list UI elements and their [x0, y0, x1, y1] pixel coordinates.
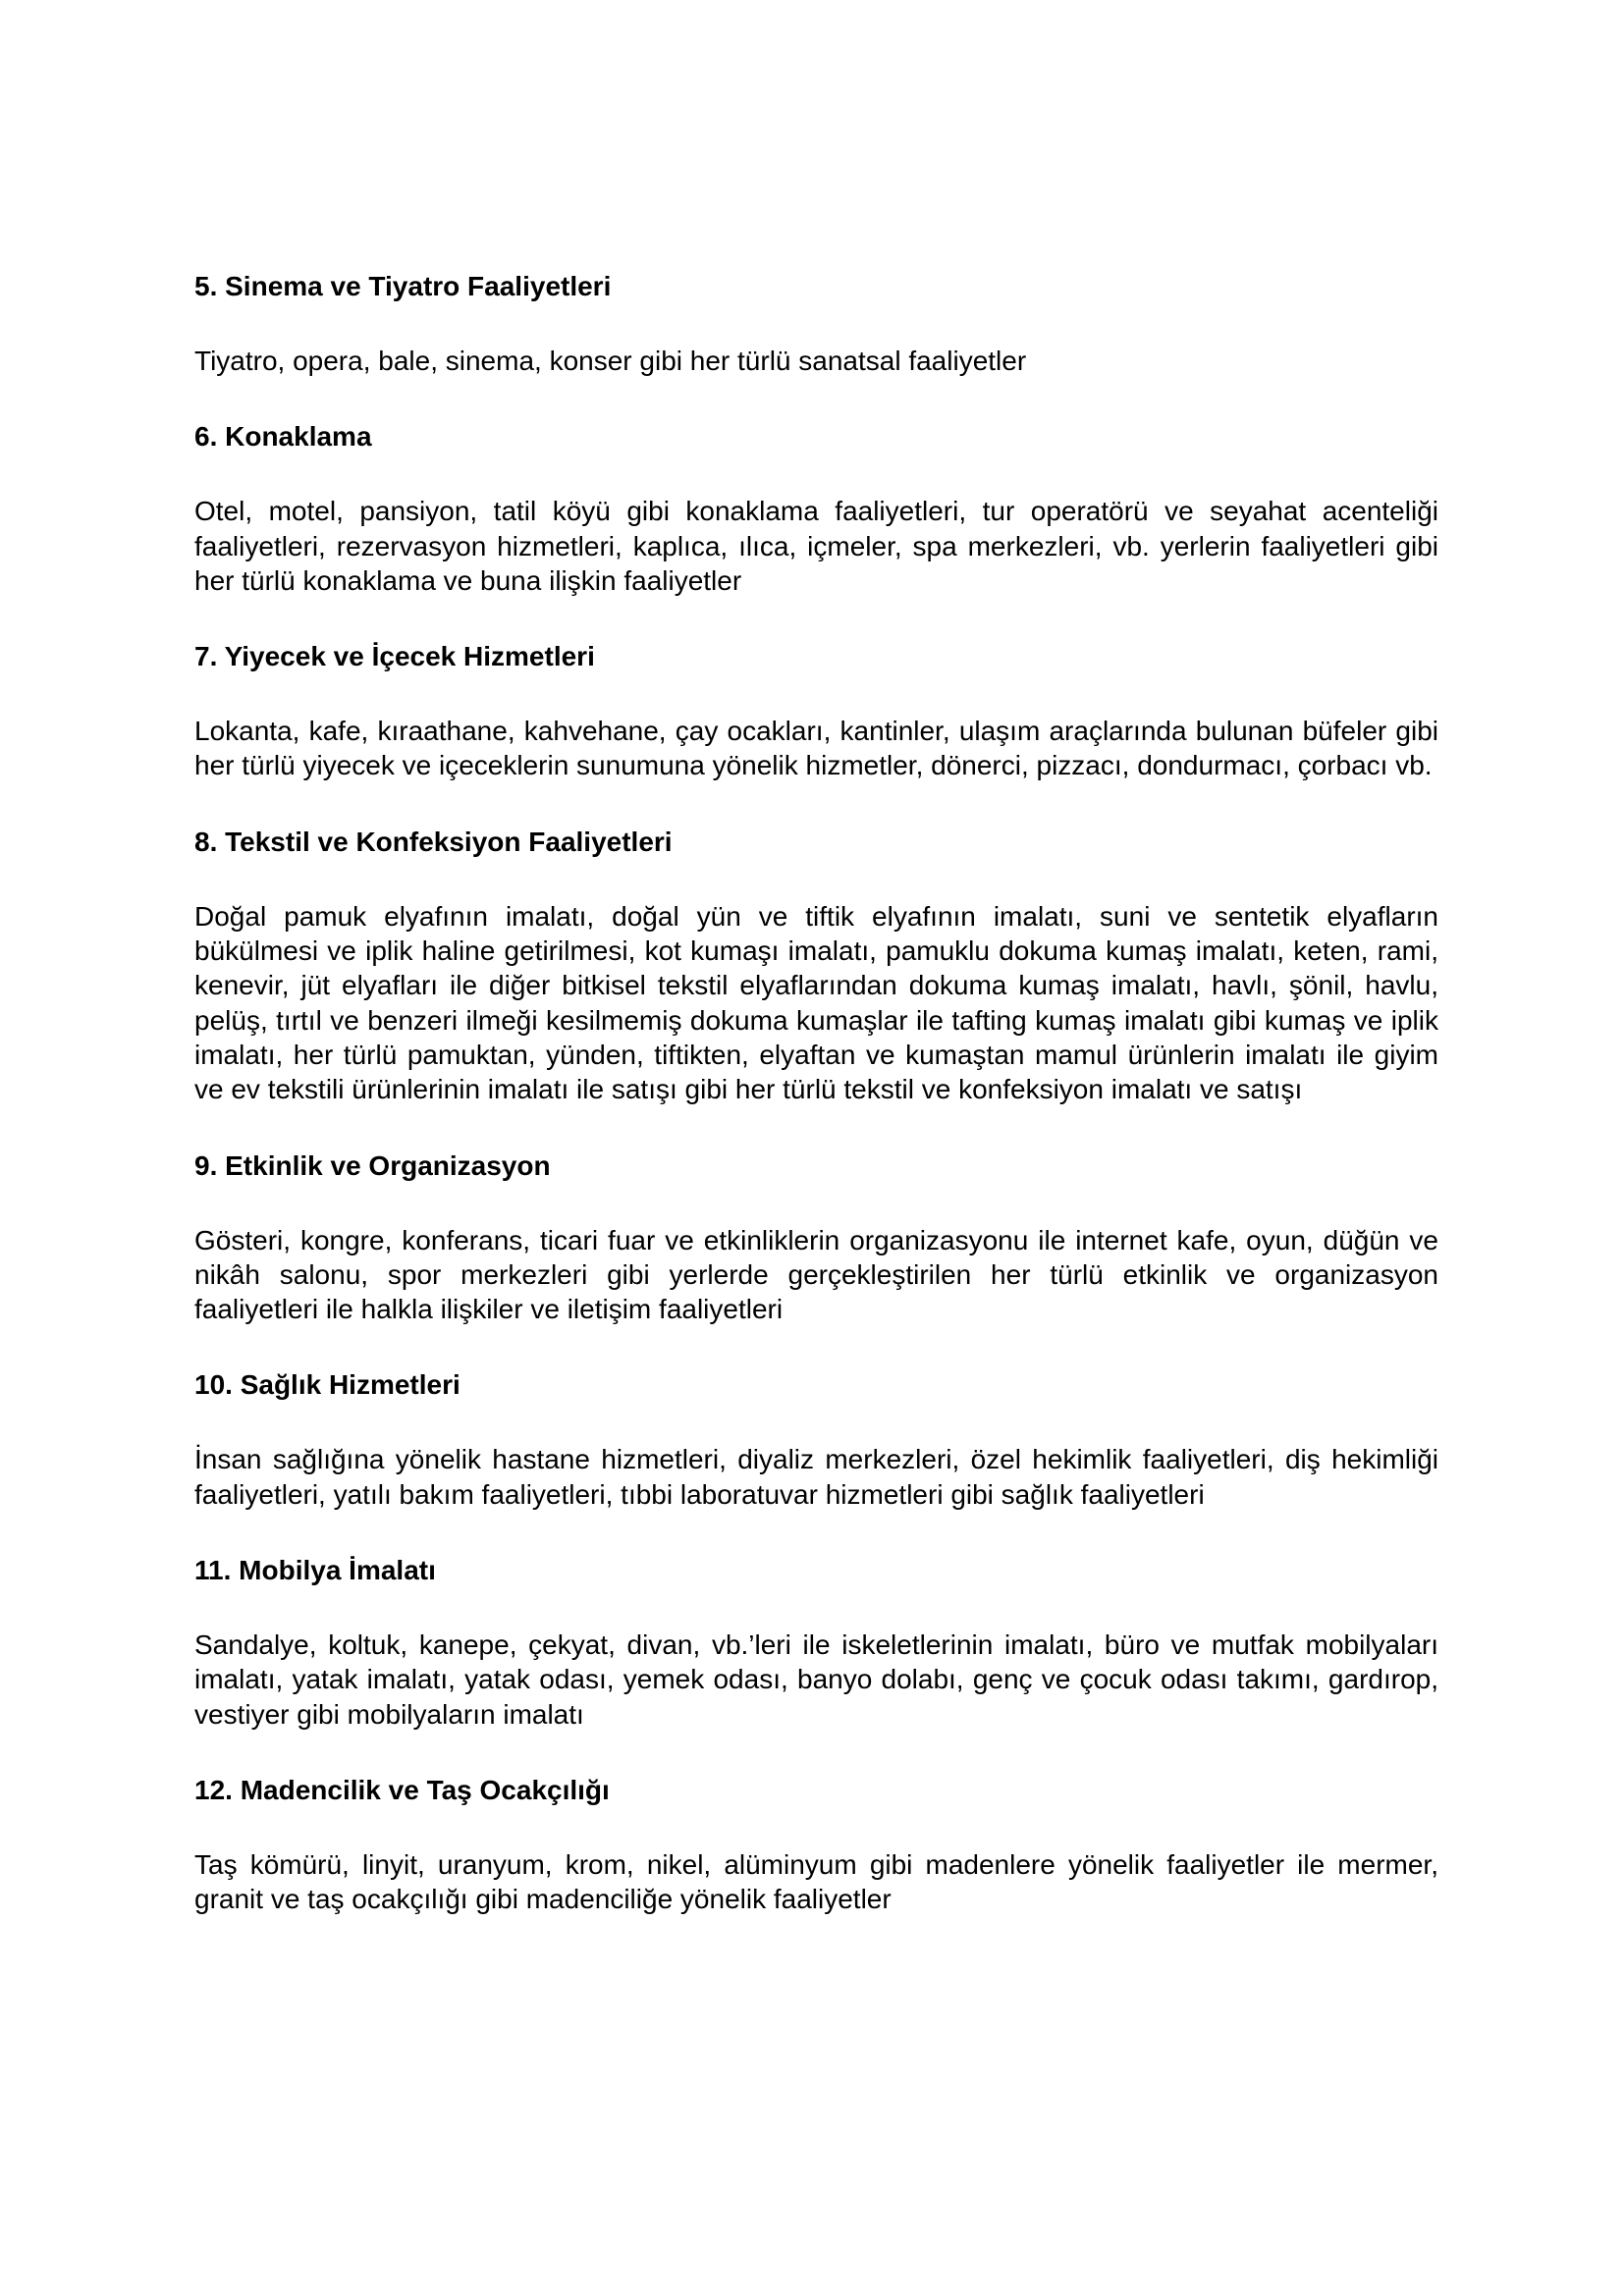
document-page [194, 269, 1438, 1958]
section-body: Sandalye, koltuk, kanepe, çekyat, divan, vb.’leri ile iskeletlerinin imalatı, büro ve mutfak mobilyaları imalatı, yatak imalatı, yatak odası, yemek odası, banyo dolabı, genç ve çocuk odası takımı, gardırop, vestiyer gibi mobilyaların imalatı [194, 1629, 1438, 1730]
section-body: Gösteri, kongre, konferans, ticari fuar ve etkinliklerin organizasyonu ile internet kafe, oyun, düğün ve nikâh salonu, spor merkezleri gibi yerlerde gerçekleştirilen her türlü etkinlik ve organizasyon faaliyetleri ile halkla ilişkiler ve iletişim faaliyetleri [194, 1224, 1438, 1325]
section-heading: 11. Mobilya İmalatı [194, 1555, 436, 1586]
section-body: Tiyatro, opera, bale, sinema, konser gibi her türlü sanatsal faaliyetler [194, 346, 1027, 376]
section-konaklama [194, 419, 1438, 598]
section-mobilya-imalati [194, 1553, 1438, 1732]
section-heading: 6. Konaklama [194, 421, 372, 453]
section-body: İnsan sağlığına yönelik hastane hizmetleri, diyaliz merkezleri, özel hekimlik faaliyetleri, diş hekimliği faaliyetleri, yatılı bakım faaliyetleri, tıbbi laboratuvar hizmetleri gibi sağlık faaliyetleri [194, 1444, 1438, 1510]
section-etkinlik-organizasyon [194, 1148, 1438, 1327]
section-heading: 8. Tekstil ve Konfeksiyon Faaliyetleri [194, 826, 673, 857]
section-body: Doğal pamuk elyafının imalatı, doğal yün ve tiftik elyafının imalatı, suni ve sentetik elyafların bükülmesi ve iplik haline getirilmesi, kot kumaşı imalatı, pamuklu dokuma kumaş imalatı, keten, rami, kenevir, jüt elyafları ile diğer bitkisel tekstil elyaflarından dokuma kumaş imalatı, havlı, şönil, havlu, pelüş, tırtıl ve benzeri ilmeği kesilmemiş dokuma kumaşlar ile tafting kumaş imalatı gibi kumaş ve iplik imalatı, her türlü pamuktan, yünden, tiftikten, elyaftan ve kumaştan mamul ürünlerin imalatı ile giyim ve ev tekstili ürünlerinin imalatı ile satışı gibi her türlü tekstil ve konfeksiyon imalatı ve satışı [194, 900, 1438, 1105]
section-body: Taş kömürü, linyit, uranyum, krom, nikel, alüminyum gibi madenlere yönelik faaliyetler ile mermer, granit ve taş ocakçılığı gibi madenciliğe yönelik faaliyetler [194, 1848, 1438, 1915]
section-heading: 10. Sağlık Hizmetleri [194, 1369, 460, 1401]
section-heading: 12. Madencilik ve Taş Ocakçılığı [194, 1774, 610, 1805]
section-body: Lokanta, kafe, kıraathane, kahvehane, çay ocakları, kantinler, ulaşım araçlarında bulunan büfeler gibi her türlü yiyecek ve içeceklerin sunumuna yönelik hizmetler, dönerci, pizzacı, dondurmacı, çorbacı vb. [194, 716, 1438, 781]
section-saglik-hizmetleri [194, 1367, 1438, 1512]
section-madencilik [194, 1773, 1438, 1917]
section-heading: 5. Sinema ve Tiyatro Faaliyetleri [194, 271, 612, 301]
section-heading: 7. Yiyecek ve İçecek Hizmetleri [194, 641, 595, 672]
section-sinema-tiyatro [194, 269, 1438, 378]
section-heading: 9. Etkinlik ve Organizasyon [194, 1149, 551, 1181]
section-body: Otel, motel, pansiyon, tatil köyü gibi konaklama faaliyetleri, tur operatörü ve seyahat acenteliği faaliyetleri, rezervasyon hizmetleri, kaplıca, ılıca, içmeler, spa merkezleri, vb. yerlerin faaliyetleri gibi her türlü konaklama ve buna ilişkin faaliyetler [194, 496, 1438, 596]
section-yiyecek-icecek [194, 639, 1438, 783]
section-tekstil-konfeksiyon [194, 825, 1438, 1107]
